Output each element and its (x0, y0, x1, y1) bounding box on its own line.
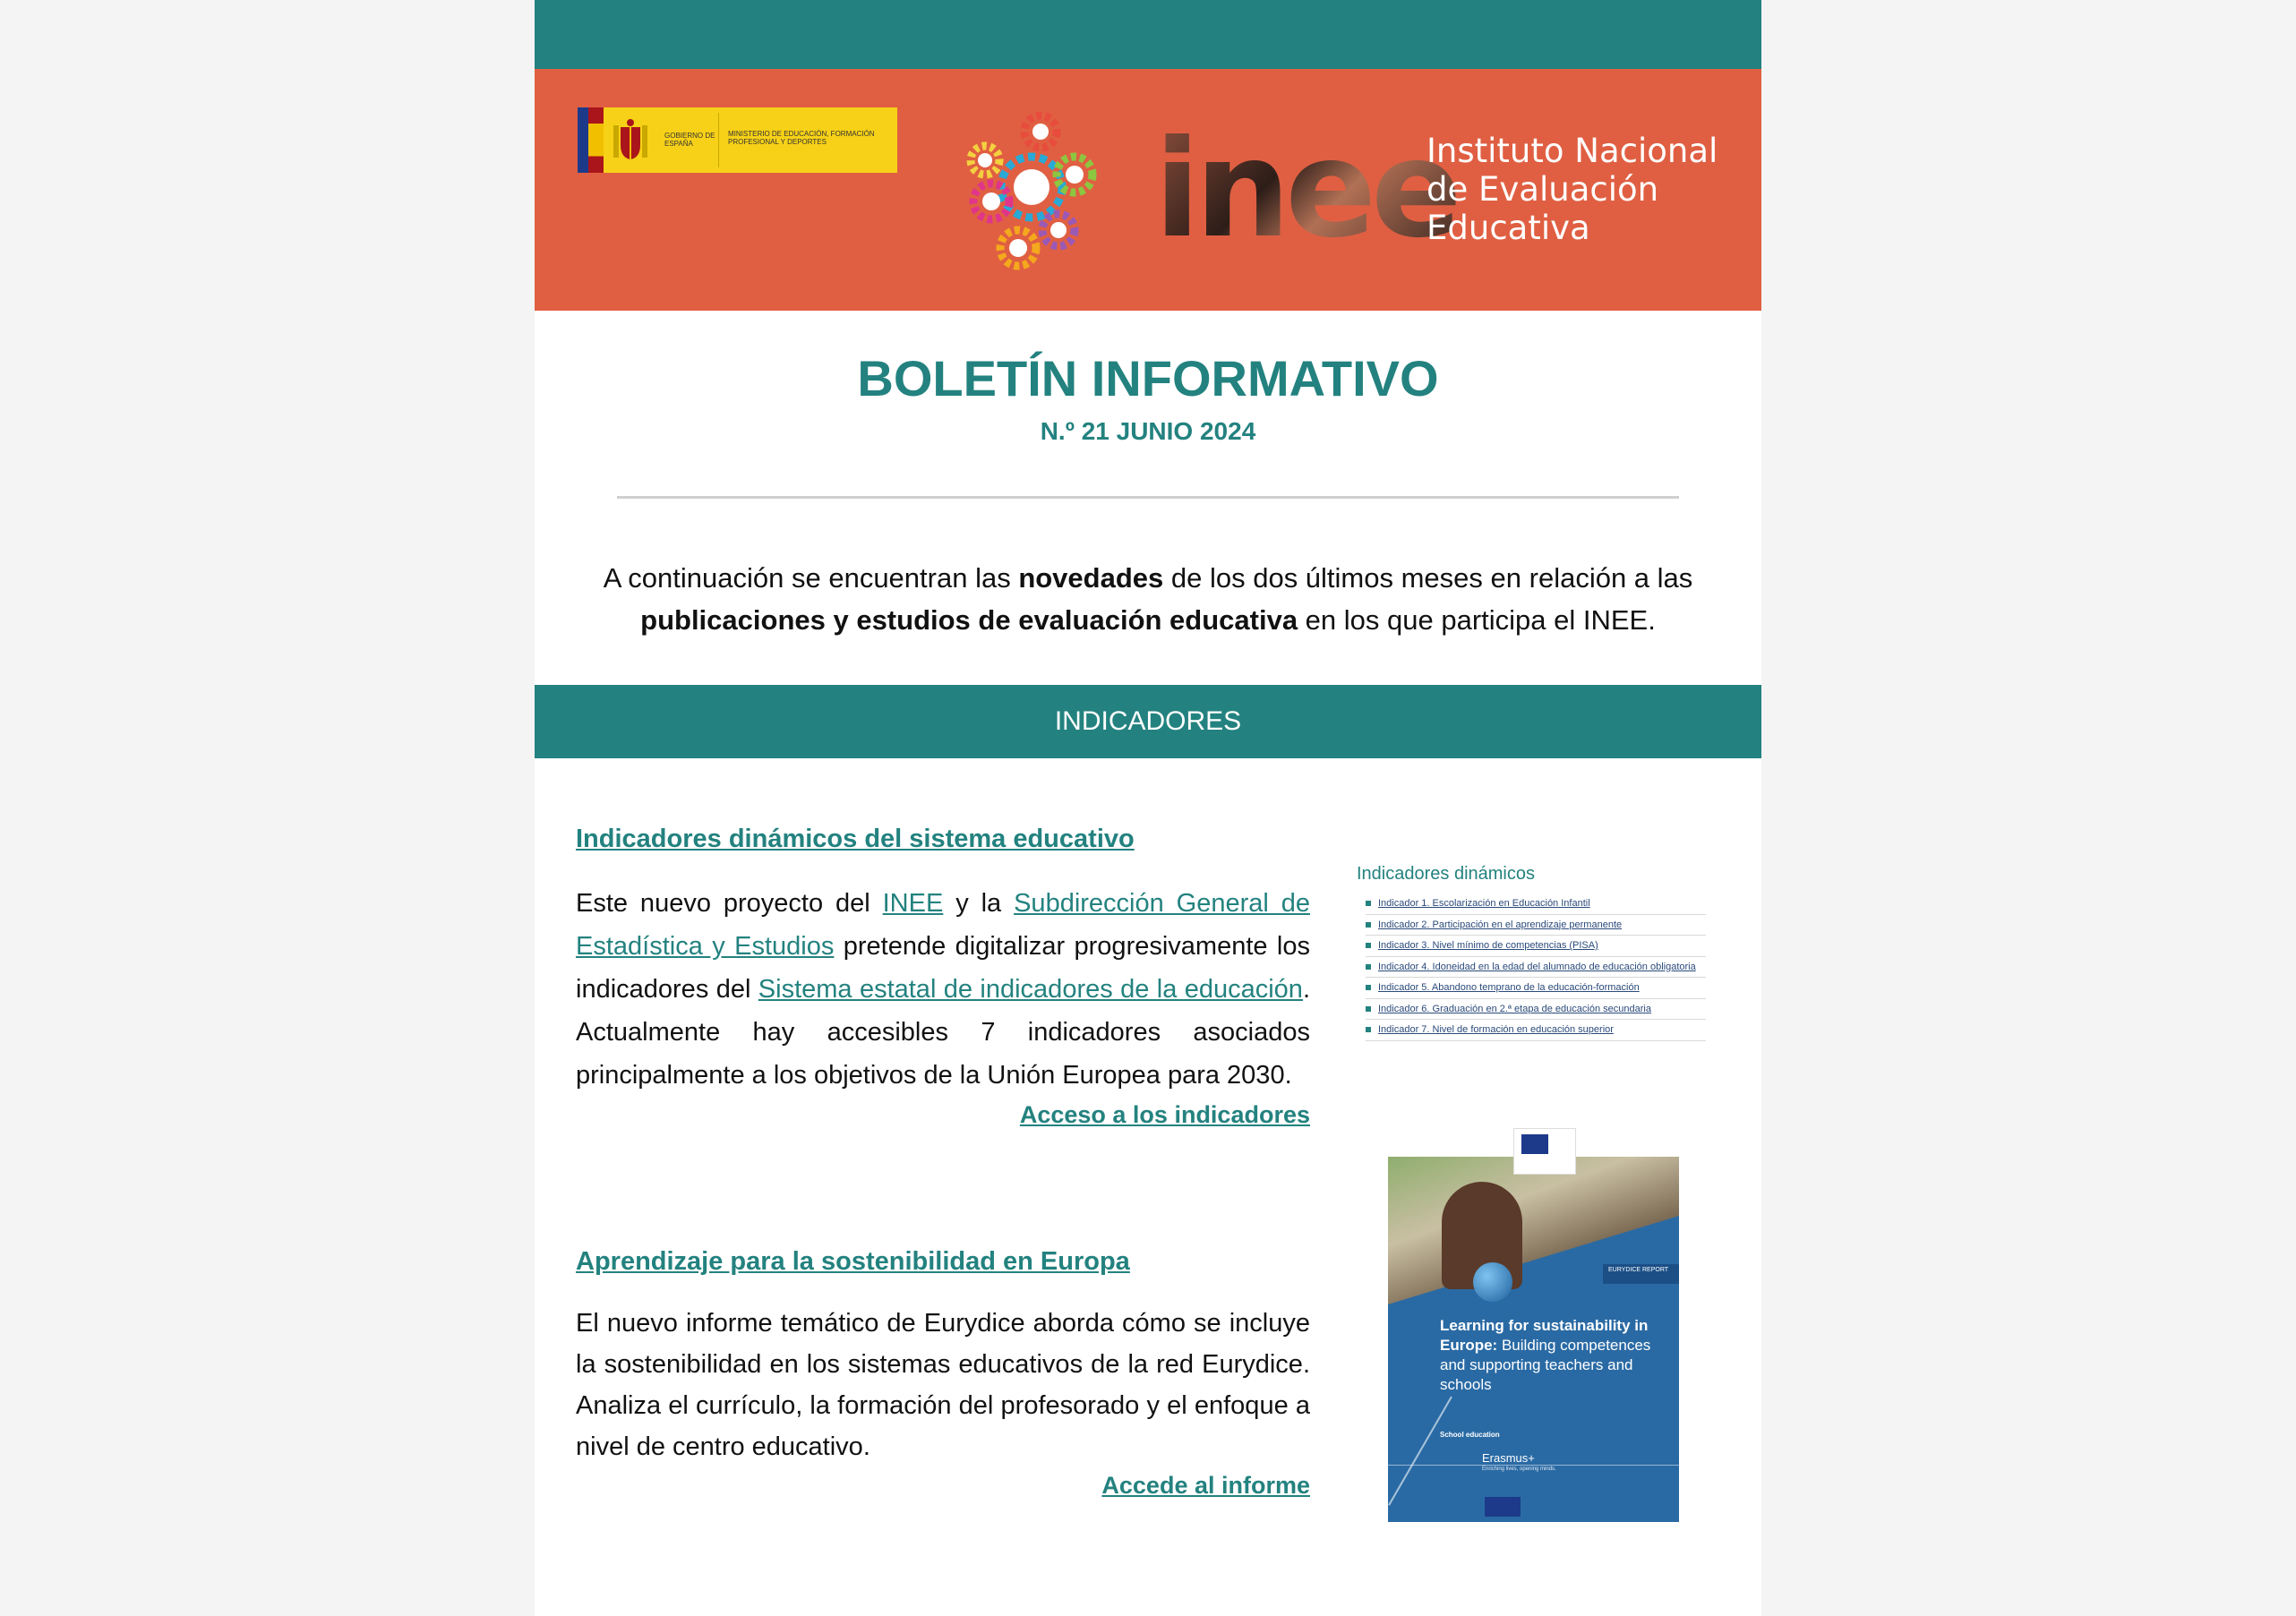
ministry-label: MINISTERIO DE EDUCACIÓN, FORMACIÓN PROFESIONAL Y DEPORTES (728, 130, 875, 146)
article-text: . Actualmente hay accesibles 7 indicadores asociados principalmente a los objetivos de la Unión Europea para 2030. (576, 975, 1310, 1090)
indicator-link[interactable]: Indicador 2. Participación en el aprendizaje permanente (1366, 915, 1706, 936)
logo-divider (718, 113, 719, 167)
article-title-link[interactable]: Aprendizaje para la sostenibilidad en Europa (576, 1247, 1130, 1276)
top-bar (535, 0, 1761, 69)
indicators-list (1366, 894, 1706, 1041)
erasmus-tagline: Enriching lives, opening minds. (1482, 1466, 1556, 1472)
newsletter-page (535, 0, 1761, 1616)
indicator-link[interactable]: Indicador 5. Abandono temprano de la educación-formación (1366, 978, 1706, 999)
intro-paragraph (570, 557, 1726, 641)
access-report-link[interactable]: Accede al informe (1101, 1472, 1310, 1499)
intro-text: A continuación se encuentran las (603, 562, 1019, 594)
article-sustainability (576, 1244, 1310, 1503)
cover-footer-logo (1485, 1497, 1521, 1517)
article-indicators (576, 821, 1310, 1133)
header-banner (535, 69, 1761, 311)
education-gears-icon (942, 105, 1112, 275)
inee-logo[interactable] (1154, 112, 1457, 268)
article-text: y la (943, 889, 1015, 918)
coat-of-arms-icon (610, 118, 651, 163)
indicator-link[interactable]: Indicador 7. Nivel de formación en educación superior (1366, 1020, 1706, 1041)
cover-series: School education (1440, 1431, 1500, 1439)
eu-flag-icon (1521, 1134, 1548, 1154)
intro-bold: novedades (1018, 562, 1164, 594)
european-commission-logo (1513, 1128, 1576, 1175)
institute-name-line: de Evaluación (1426, 170, 1659, 209)
thumbnail-title: Indicadores dinámicos (1357, 864, 1535, 884)
cover-title-rest: Building competences and supporting teachers and schools (1440, 1337, 1651, 1393)
inee-logo-text: inee (1154, 112, 1457, 268)
intro-bold: publicaciones y estudios de evaluación educativa (640, 604, 1298, 636)
intro-text: en los que participa el INEE. (1298, 604, 1656, 636)
institute-name-line: Educativa (1426, 209, 1590, 247)
newsletter-title: BOLETÍN INFORMATIVO (857, 350, 1439, 406)
article-text: pretende digitalizar progresivamente los indicadores del (576, 932, 1310, 1004)
article-body: El nuevo informe temático de Eurydice aborda cómo se incluye la sostenibilidad en los sistemas educativos de la red Eurydice. Analiza el currículo, la formación del profesorado y el enfoque a nivel de centro educativo. (576, 1309, 1310, 1461)
divider (617, 496, 1679, 499)
report-cover[interactable] (1388, 1128, 1679, 1522)
article-title-link[interactable]: Indicadores dinámicos del sistema educativo (576, 825, 1135, 853)
cover-title (1440, 1316, 1673, 1395)
indicator-link[interactable]: Indicador 1. Escolarización en Educación Infantil (1366, 894, 1706, 915)
eu-flag-strip-icon (578, 107, 588, 173)
eurydice-badge: EURYDICE REPORT (1603, 1264, 1679, 1284)
inee-link[interactable]: INEE (882, 889, 944, 918)
institute-name (1426, 132, 1731, 247)
cover-title-bold: Learning for sustainability in Europe: (1440, 1317, 1649, 1354)
newsletter-issue: N.º 21 JUNIO 2024 (1040, 417, 1256, 445)
indicator-link[interactable]: Indicador 3. Nivel mínimo de competencias (PISA) (1366, 936, 1706, 957)
globe-icon (1473, 1262, 1512, 1302)
subdireccion-link[interactable]: Subdirección General de Estadística y Estudios (576, 889, 1310, 961)
government-label: GOBIERNO DE ESPAÑA (664, 132, 715, 148)
section-header: INDICADORES (535, 685, 1761, 758)
sistema-estatal-link[interactable]: Sistema estatal de indicadores de la educación (758, 975, 1303, 1004)
indicators-thumbnail[interactable] (1357, 861, 1706, 1054)
government-logo[interactable] (578, 107, 897, 173)
institute-name-line: Instituto Nacional (1426, 132, 1718, 170)
indicator-link[interactable]: Indicador 4. Idoneidad en la edad del alumnado de educación obligatoria (1366, 957, 1706, 979)
access-indicators-link[interactable]: Acceso a los indicadores (1019, 1101, 1310, 1128)
cover-divider (1388, 1465, 1679, 1466)
erasmus-logo: Erasmus+ (1482, 1451, 1535, 1465)
indicator-link[interactable]: Indicador 6. Graduación en 2.ª etapa de educación secundaria (1366, 999, 1706, 1021)
article-body (576, 882, 1310, 1097)
intro-text: de los dos últimos meses en relación a las (1163, 562, 1693, 594)
article-text: Este nuevo proyecto del (576, 889, 883, 918)
